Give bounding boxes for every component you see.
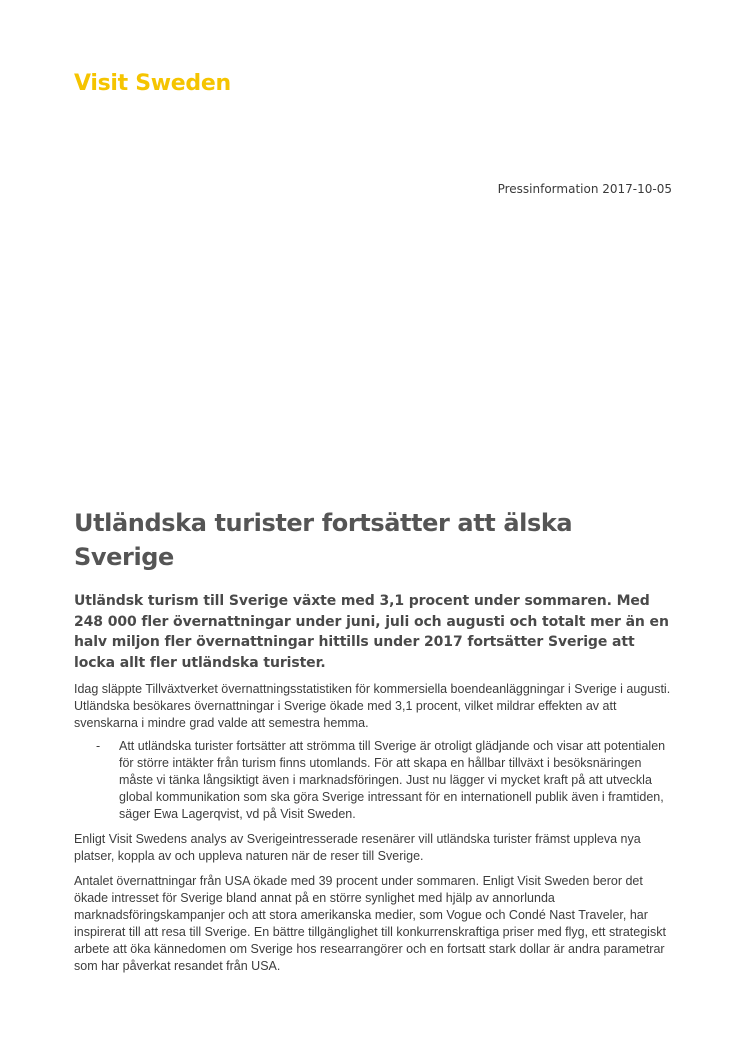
quote-text: Att utländska turister fortsätter att strömma till Sverige är otroligt glädjande och visar att potentialen för större intäkter från turism finns utomlands. För att skapa en hållbar tillväxt i besöksnäringen måste vi tänka långsiktigt även i marknadsföringen. Just nu lägger vi mycket kraft på att utveckla global kommunikation som ska göra Sverige intressant för en internationell publik även i framtiden, säger Ewa Lagerqvist, vd på Visit Sweden. xyxy=(119,739,666,821)
visit-sweden-logo: Visit Sweden xyxy=(74,71,231,96)
paragraph-usa: Antalet övernattningar från USA ökade med 39 procent under sommaren. Enligt Visit Sweden beror det ökade intresset för Sverige bland annat på en större synlighet med hjälp av annorlunda marknadsföringskampanjer och att stora amerikanska medier, som Vogue och Condé Nast Traveler, har inspirerat till att resa till Sverige. En bättre tillgänglighet till konkurrenskraftiga priser med flyg, ett strategiskt arbete att öka kännedomen om Sverige hos researrangörer och en fortsatt stark dollar är andra parametrar som har påverkat resandet från USA. xyxy=(74,874,666,973)
article-ingress: Utländsk turism till Sverige växte med 3,1 procent under sommaren. Med 248 000 fler övernattningar under juni, juli och augusti och totalt mer än en halv miljon fler övernattningar hittills under 2017 fortsätter Sverige att locka allt fler utländska turister. xyxy=(74,593,669,671)
press-release-date: Pressinformation 2017-10-05 xyxy=(497,182,672,196)
paragraph-analysis: Enligt Visit Swedens analys av Sverigeintresserade resenärer vill utländska turister främst uppleva nya platser, koppla av och uppleva naturen när de reser till Sverige. xyxy=(74,832,641,863)
quote-item xyxy=(74,738,674,823)
article-body xyxy=(74,506,674,975)
bullet-dash: - xyxy=(96,739,101,753)
paragraph-statistics: Idag släppte Tillväxtverket övernattningsstatistiken för kommersiella boendeanläggningar i Sverige i augusti. Utländska besökares övernattningar i Sverige ökade med 3,1 procent, vilket mildrar effekten av att svenskarna i mindre grad valde att semestra hemma. xyxy=(74,682,671,730)
quote-list xyxy=(74,738,674,823)
article-headline: Utländska turister fortsätter att älska Sverige xyxy=(74,509,573,571)
